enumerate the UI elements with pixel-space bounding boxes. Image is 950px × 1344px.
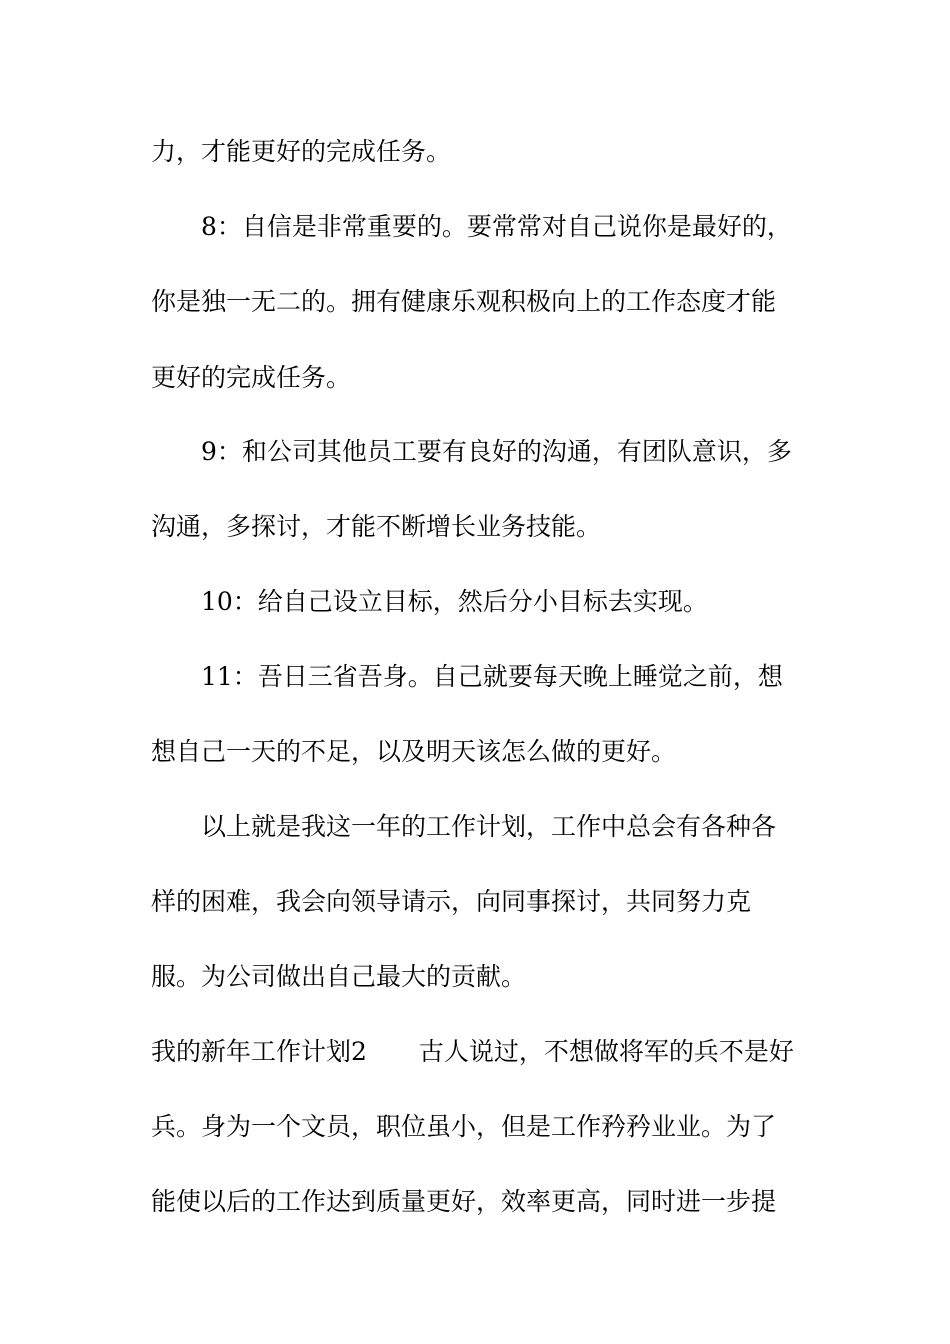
text-line: 10：给自己设立目标，然后分小目标去实现。: [201, 587, 708, 616]
text-line: 8：自信是非常重要的。要常常对自己说你是最好的，: [201, 212, 792, 241]
text-line: 沟通，多探讨，才能不断增长业务技能。: [151, 512, 602, 541]
text-line: 11：吾日三省吾身。自己就要每天晚上睡觉之前，想: [201, 662, 783, 691]
text-line: 兵。身为一个文员，职位虽小，但是工作矜矜业业。为了: [151, 1112, 777, 1141]
text-line: 力，才能更好的完成任务。: [151, 137, 452, 166]
text-line: 样的困难，我会向领导请示，向同事探讨，共同努力克: [151, 887, 752, 916]
section-heading: 我的新年工作计划2: [151, 1037, 367, 1066]
section-line: [151, 1036, 794, 1068]
text-line: 你是独一无二的。拥有健康乐观积极向上的工作态度才能: [151, 287, 777, 316]
text-line: 古人说过，不想做将军的兵不是好: [418, 1037, 794, 1066]
text-line: 想自己一天的不足，以及明天该怎么做的更好。: [151, 737, 677, 766]
text-line: 更好的完成任务。: [151, 363, 352, 392]
text-line: 能使以后的工作达到质量更好，效率更高，同时进一步提: [151, 1187, 777, 1216]
text-line: 服。为公司做出自己最大的贡献。: [151, 962, 527, 991]
text-line: 9：和公司其他员工要有良好的沟通，有团队意识，多: [201, 437, 792, 466]
text-line: 以上就是我这一年的工作计划，工作中总会有各种各: [201, 812, 777, 841]
